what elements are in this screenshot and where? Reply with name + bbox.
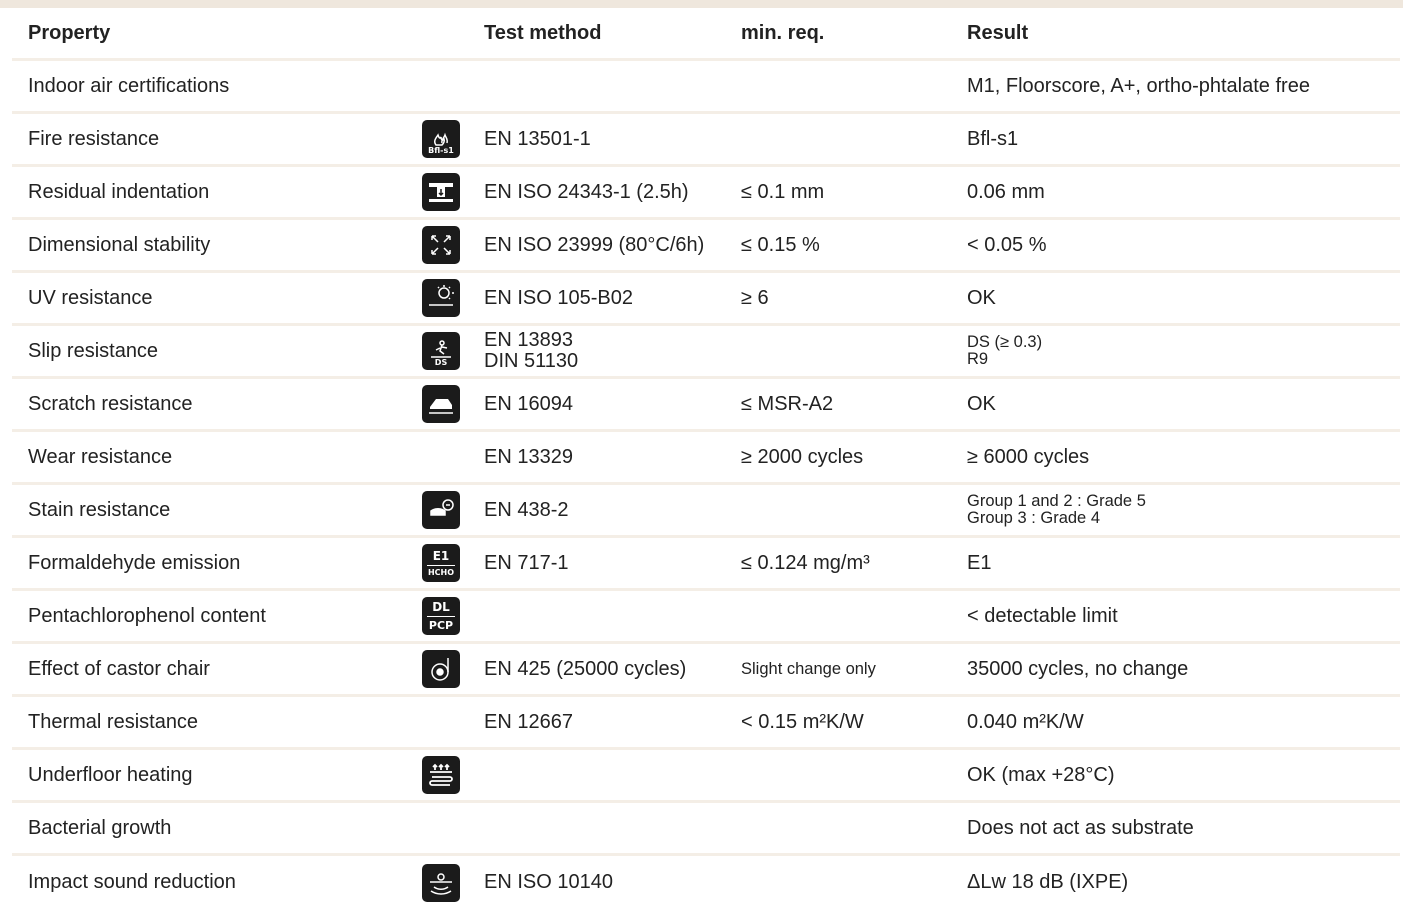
test-method-cell: EN 717-1 — [484, 551, 569, 574]
slip-icon-label: DS — [434, 358, 448, 367]
castor-chair-icon — [422, 650, 460, 688]
result-line: Group 1 and 2 : Grade 5 — [967, 491, 1146, 510]
result-cell: < 0.05 % — [967, 233, 1047, 256]
test-method-line: EN 13893 — [484, 329, 573, 351]
property-cell: Wear resistance — [28, 445, 173, 468]
property-cell: Fire resistance — [28, 127, 160, 150]
table-row — [12, 61, 1400, 114]
property-cell: UV resistance — [28, 286, 153, 309]
test-method-cell: EN 425 (25000 cycles) — [484, 657, 687, 680]
underfloor-heating-icon — [422, 756, 460, 794]
result-cell: M1, Floorscore, A+, ortho-phtalate free — [967, 74, 1310, 97]
test-method-cell: EN ISO 105-B02 — [484, 286, 633, 309]
formaldehyde-icon — [422, 544, 460, 582]
header-test-method: Test method — [484, 21, 602, 44]
property-cell: Underfloor heating — [28, 763, 193, 786]
result-cell: E1 — [967, 551, 992, 574]
result-cell: Bfl-s1 — [967, 127, 1019, 150]
test-method-cell: EN ISO 24343-1 (2.5h) — [484, 180, 689, 203]
table-row — [12, 326, 1400, 379]
table-row — [12, 644, 1400, 697]
property-cell: Bacterial growth — [28, 816, 172, 839]
property-cell: Formaldehyde emission — [28, 551, 241, 574]
formaldehyde-icon-top: E1 — [432, 548, 450, 563]
header-property: Property — [28, 21, 111, 44]
icon-divider — [427, 616, 455, 617]
property-cell: Indoor air certifications — [28, 74, 230, 97]
min-req-cell: ≥ 6 — [741, 286, 769, 309]
min-req-cell: ≤ 0.124 mg/m³ — [741, 551, 870, 574]
result-cell: Does not act as substrate — [967, 816, 1194, 839]
result-cell: OK — [967, 286, 996, 309]
table-row — [12, 803, 1400, 856]
test-method-cell: EN ISO 10140 — [484, 871, 613, 893]
test-method-cell: EN ISO 23999 (80°C/6h) — [484, 233, 705, 256]
property-cell: Dimensional stability — [28, 233, 211, 256]
property-cell: Thermal resistance — [28, 710, 199, 733]
table-row — [12, 167, 1400, 220]
pcp-icon-bottom: PCP — [428, 619, 454, 632]
pcp-icon — [422, 597, 460, 635]
fire-icon-label: Bfl-s1 — [428, 146, 454, 155]
test-method-cell: EN 12667 — [484, 710, 573, 733]
result-cell — [967, 326, 1397, 376]
result-cell: OK (max +28°C) — [967, 763, 1115, 786]
property-cell: Effect of castor chair — [28, 657, 210, 680]
table-row — [12, 591, 1400, 644]
pcp-icon-top: DL — [432, 600, 450, 614]
table-row — [12, 538, 1400, 591]
header-min-req: min. req. — [741, 21, 825, 44]
result-cell — [967, 485, 1397, 535]
slip-icon — [422, 332, 460, 370]
scratch-icon — [422, 385, 460, 423]
property-cell: Stain resistance — [28, 498, 171, 521]
result-line: R9 — [967, 350, 989, 368]
table-row — [12, 114, 1400, 167]
result-cell: 0.040 m²K/W — [967, 710, 1084, 733]
result-line: Group 3 : Grade 4 — [967, 509, 1100, 527]
result-cell: 0.06 mm — [967, 180, 1045, 203]
result-cell: OK — [967, 392, 996, 415]
property-cell: Residual indentation — [28, 180, 210, 203]
min-req-cell: ≤ 0.15 % — [741, 233, 820, 256]
property-cell: Scratch resistance — [28, 392, 193, 415]
result-cell: < detectable limit — [967, 604, 1118, 627]
test-method-cell: EN 13329 — [484, 445, 573, 468]
table-header-row — [12, 8, 1400, 61]
test-method-cell — [484, 326, 734, 376]
result-line: DS (≥ 0.3) — [967, 332, 1043, 351]
table-row — [12, 697, 1400, 750]
formaldehyde-icon-bottom: HCHO — [427, 567, 455, 577]
result-cell: ΔLw 18 dB (IXPE) — [967, 871, 1129, 893]
table-row — [12, 485, 1400, 538]
test-method-cell: EN 13501-1 — [484, 127, 591, 150]
sun-icon — [422, 279, 460, 317]
header-result: Result — [967, 21, 1029, 44]
stain-icon — [422, 491, 460, 529]
result-cell: 35000 cycles, no change — [967, 657, 1189, 680]
min-req-cell: ≤ MSR-A2 — [741, 392, 834, 415]
table-row — [12, 273, 1400, 326]
top-accent-bar — [0, 0, 1403, 8]
table-row — [12, 220, 1400, 273]
test-method-line: DIN 51130 — [484, 350, 579, 372]
properties-table — [12, 8, 1400, 909]
property-cell: Impact sound reduction — [28, 871, 236, 893]
sound-icon — [422, 864, 460, 902]
min-req-cell: Slight change only — [741, 659, 876, 678]
test-method-cell: EN 16094 — [484, 392, 573, 415]
icon-divider — [427, 565, 455, 566]
table-row — [12, 379, 1400, 432]
min-req-cell: ≤ 0.1 mm — [741, 180, 825, 203]
min-req-cell: < 0.15 m²K/W — [741, 710, 864, 733]
result-cell: ≥ 6000 cycles — [967, 445, 1090, 468]
property-cell: Pentachlorophenol content — [28, 604, 266, 627]
indentation-icon — [422, 173, 460, 211]
fire-icon — [422, 120, 460, 158]
table-row — [12, 856, 1400, 909]
property-cell: Slip resistance — [28, 339, 159, 362]
test-method-cell: EN 438-2 — [484, 498, 569, 521]
min-req-cell: ≥ 2000 cycles — [741, 445, 864, 468]
table-row — [12, 750, 1400, 803]
table-row — [12, 432, 1400, 485]
dimensional-stability-icon — [422, 226, 460, 264]
